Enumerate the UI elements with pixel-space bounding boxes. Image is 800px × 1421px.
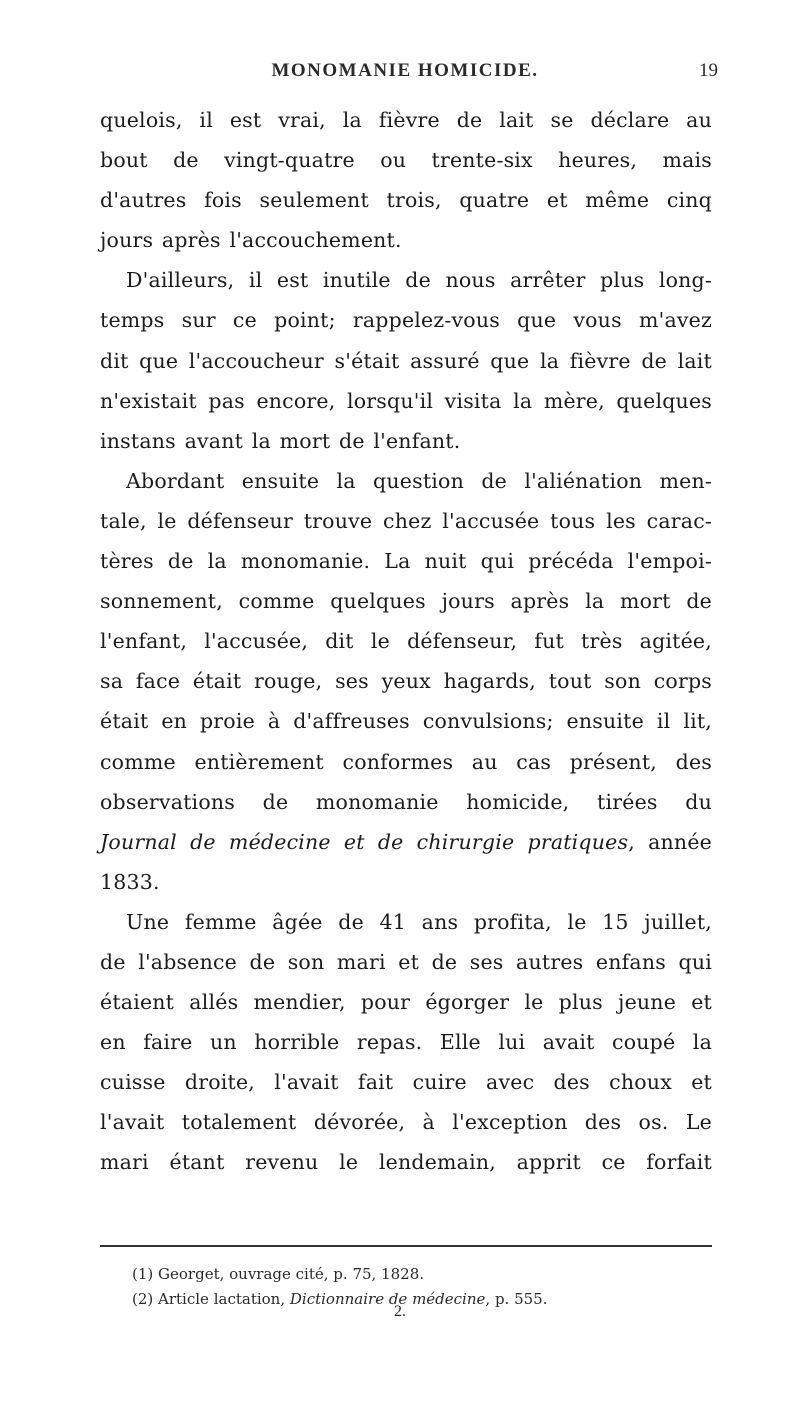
text-line: 1833. — [100, 869, 160, 894]
text-line: de l'absence de son mari et de ses autres enfans qui — [100, 949, 712, 974]
footnote-2-marker: (2) — [132, 1290, 154, 1308]
running-head — [100, 60, 718, 88]
text-line: dit que l'accoucheur s'était assuré que la fièvre de lait — [100, 348, 712, 373]
footnote-1 — [132, 1262, 722, 1287]
footnote-2 — [132, 1287, 722, 1312]
text-line: jours après l'accouchement. — [100, 228, 402, 253]
text-line: l'enfant, l'accusée, dit le défenseur, fut très agitée, — [100, 629, 712, 654]
body-text — [100, 100, 712, 1183]
text-line: observations de monomanie homicide, tirées du — [100, 789, 712, 814]
text-line: Une femme âgée de 41 ans profita, le 15 juillet, — [126, 909, 712, 934]
signature-mark: 2. — [394, 1303, 406, 1320]
text-line: tale, le défenseur trouve chez l'accusée tous les carac- — [100, 508, 712, 533]
footnote-1-marker: (1) — [132, 1265, 154, 1283]
footnotes — [132, 1262, 722, 1312]
text-line: D'ailleurs, il est inutile de nous arrêter plus long- — [126, 268, 712, 293]
text-line: étaient allés mendier, pour égorger le plus jeune et — [100, 990, 712, 1015]
text-line: d'autres fois seulement trois, quatre et même cinq — [100, 188, 712, 213]
footnote-2-text-start: Article lactation, — [158, 1290, 290, 1308]
journal-title: Journal de médecine et de chirurgie pratiques — [100, 829, 629, 854]
text-line: était en proie à d'affreuses convulsions; ensuite il lit, — [100, 709, 712, 734]
text-line: instans avant la mort de l'enfant. — [100, 428, 461, 453]
text-line: comme entièrement conformes au cas présent, des — [100, 749, 712, 774]
footnote-divider — [100, 1245, 712, 1247]
text-line: tères de la monomanie. La nuit qui précéda l'empoi- — [100, 549, 712, 574]
text-line: sa face était rouge, ses yeux hagards, tout son corps — [100, 669, 712, 694]
page-number: 19 — [699, 60, 718, 81]
text-line — [100, 822, 712, 862]
text-line: en faire un horrible repas. Elle lui avait coupé la — [100, 1030, 712, 1055]
text-line: mari étant revenu le lendemain, apprit ce forfait — [100, 1150, 712, 1175]
text-line: n'existait pas encore, lorsqu'il visita la mère, quelques — [100, 388, 712, 413]
footnote-1-text: Georget, ouvrage cité, p. 75, 1828. — [158, 1265, 425, 1283]
text-line: temps sur ce point; rappelez-vous que vous m'avez — [100, 308, 712, 333]
journal-title-suffix: , année — [628, 829, 712, 854]
text-line: Abordant ensuite la question de l'aliénation men- — [126, 468, 712, 493]
text-line: sonnement, comme quelques jours après la mort de — [100, 589, 712, 614]
text-line: bout de vingt-quatre ou trente-six heures, mais — [100, 148, 712, 173]
footnote-2-text-end: , p. 555. — [485, 1290, 548, 1308]
text-line: cuisse droite, l'avait fait cuire avec des choux et — [100, 1070, 712, 1095]
running-title: MONOMANIE HOMICIDE. — [271, 60, 539, 81]
text-line: l'avait totalement dévorée, à l'exception des os. Le — [100, 1110, 712, 1135]
text-line: quelois, il est vrai, la fièvre de lait se déclare au — [100, 108, 712, 132]
footnote-2-work-title: Dictionnaire de médecine — [289, 1290, 486, 1308]
